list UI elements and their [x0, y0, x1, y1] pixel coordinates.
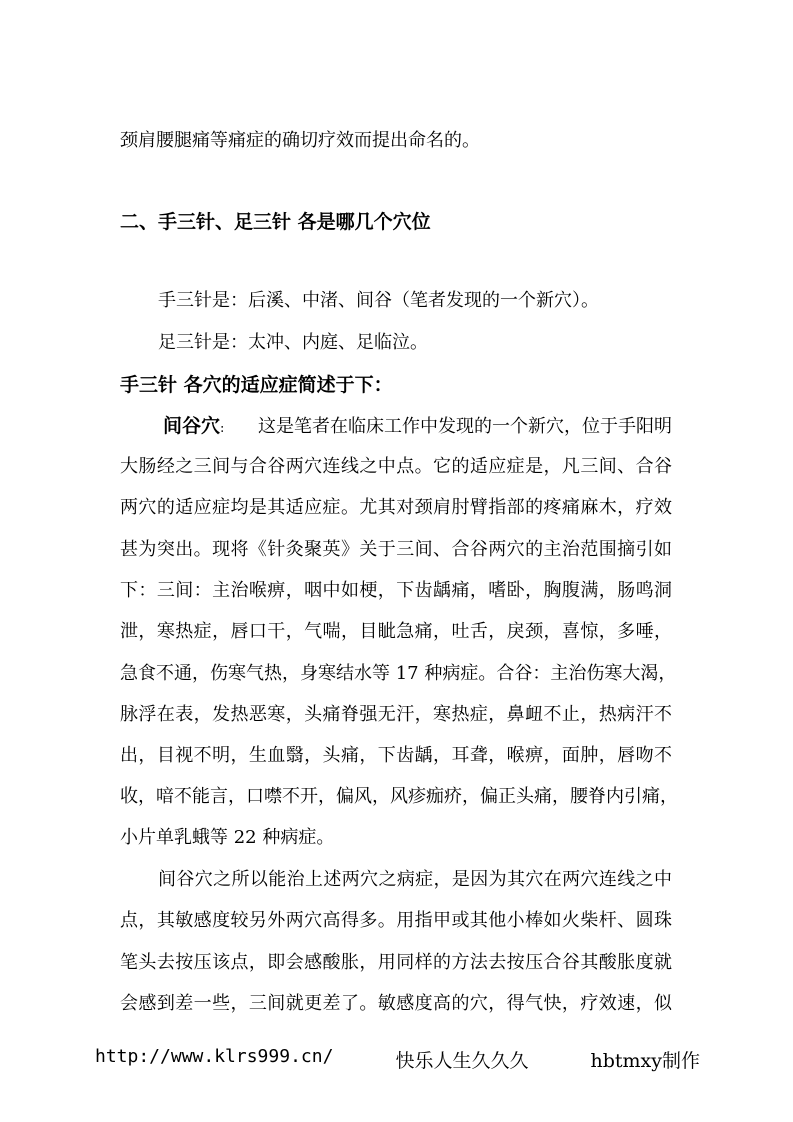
footer-url[interactable]: http://www.klrs999.cn/: [95, 1046, 334, 1067]
footer-credit: hbtmxy制作: [590, 1050, 700, 1072]
jiangu-line: 泄，寒热症，唇口干，气喘，目眦急痛，吐舌，戾颈，喜惊，多唾，: [120, 621, 672, 643]
jiangu-line: 大肠经之三间与合谷两穴连线之中点。它的适应症是，凡三间、合谷: [120, 456, 672, 477]
intro-line: 颈肩腰腿痛等痛症的确切疗效而提出命名的。: [120, 130, 480, 151]
jiangu-colon: :: [220, 421, 225, 436]
hand-three-needles-text: 手三针是：后溪、中渚、间谷（笔者发现的一个新穴）。: [158, 290, 599, 311]
paragraph-line: 会感到差一些，三间就更差了。敏感度高的穴，得气快，疗效速，似: [120, 992, 672, 1014]
indications-heading: 手三针 各穴的适应症简述于下：: [120, 374, 393, 396]
jiangu-line: 收，喑不能言，口噤不开，偏风，风疹痂疥，偏正头痛，腰脊内引痛，: [120, 786, 678, 808]
jiangu-first-line-text: 这是笔者在临床工作中发现的一个新穴，位于手阳明: [258, 416, 672, 437]
jiangu-line: 脉浮在表，发热恶寒，头痛脊强无汗，寒热症，鼻衄不止，热病汗不: [120, 703, 672, 725]
footer-site-name: 快乐人生久久久: [395, 1050, 529, 1072]
page-footer: [95, 1046, 700, 1073]
jiangu-term: 间谷穴: [163, 415, 221, 437]
section-heading: 二、手三针、足三针 各是哪几个穴位: [120, 211, 431, 233]
jiangu-line: 出，目视不明，生血翳，头痛，下齿龋，耳聋，喉痹，面肿，唇吻不: [120, 745, 672, 767]
jiangu-first-line: [163, 414, 672, 441]
jiangu-line: 甚为突出。现将《针灸聚英》关于三间、合谷两穴的主治范围摘引如: [120, 538, 672, 560]
jiangu-last-line: 小片单乳蛾等 22 种病症。: [120, 827, 335, 848]
paragraph-line: 笔头去按压该点，即会感酸胀，用同样的方法去按压合谷其酸胀度就: [120, 951, 672, 973]
jiangu-line: 两穴的适应症均是其适应症。尤其对颈肩肘臂指部的疼痛麻木，疗效: [120, 497, 672, 519]
paragraph-line: 间谷穴之所以能治上述两穴之病症，是因为其穴在两穴连线之中: [158, 869, 672, 890]
jiangu-line: 下：三间：主治喉痹，咽中如梗，下齿龋痛，嗜卧，胸腹满，肠鸣洞: [120, 579, 672, 601]
jiangu-line: 急食不通，伤寒气热，身寒结水等 17 种病症。合谷：主治伤寒大渴，: [120, 662, 677, 684]
paragraph-line: 点，其敏感度较另外两穴高得多。用指甲或其他小棒如火柴杆、圆珠: [120, 910, 672, 932]
foot-three-needles-text: 足三针是：太冲、内庭、足临泣。: [158, 332, 428, 353]
